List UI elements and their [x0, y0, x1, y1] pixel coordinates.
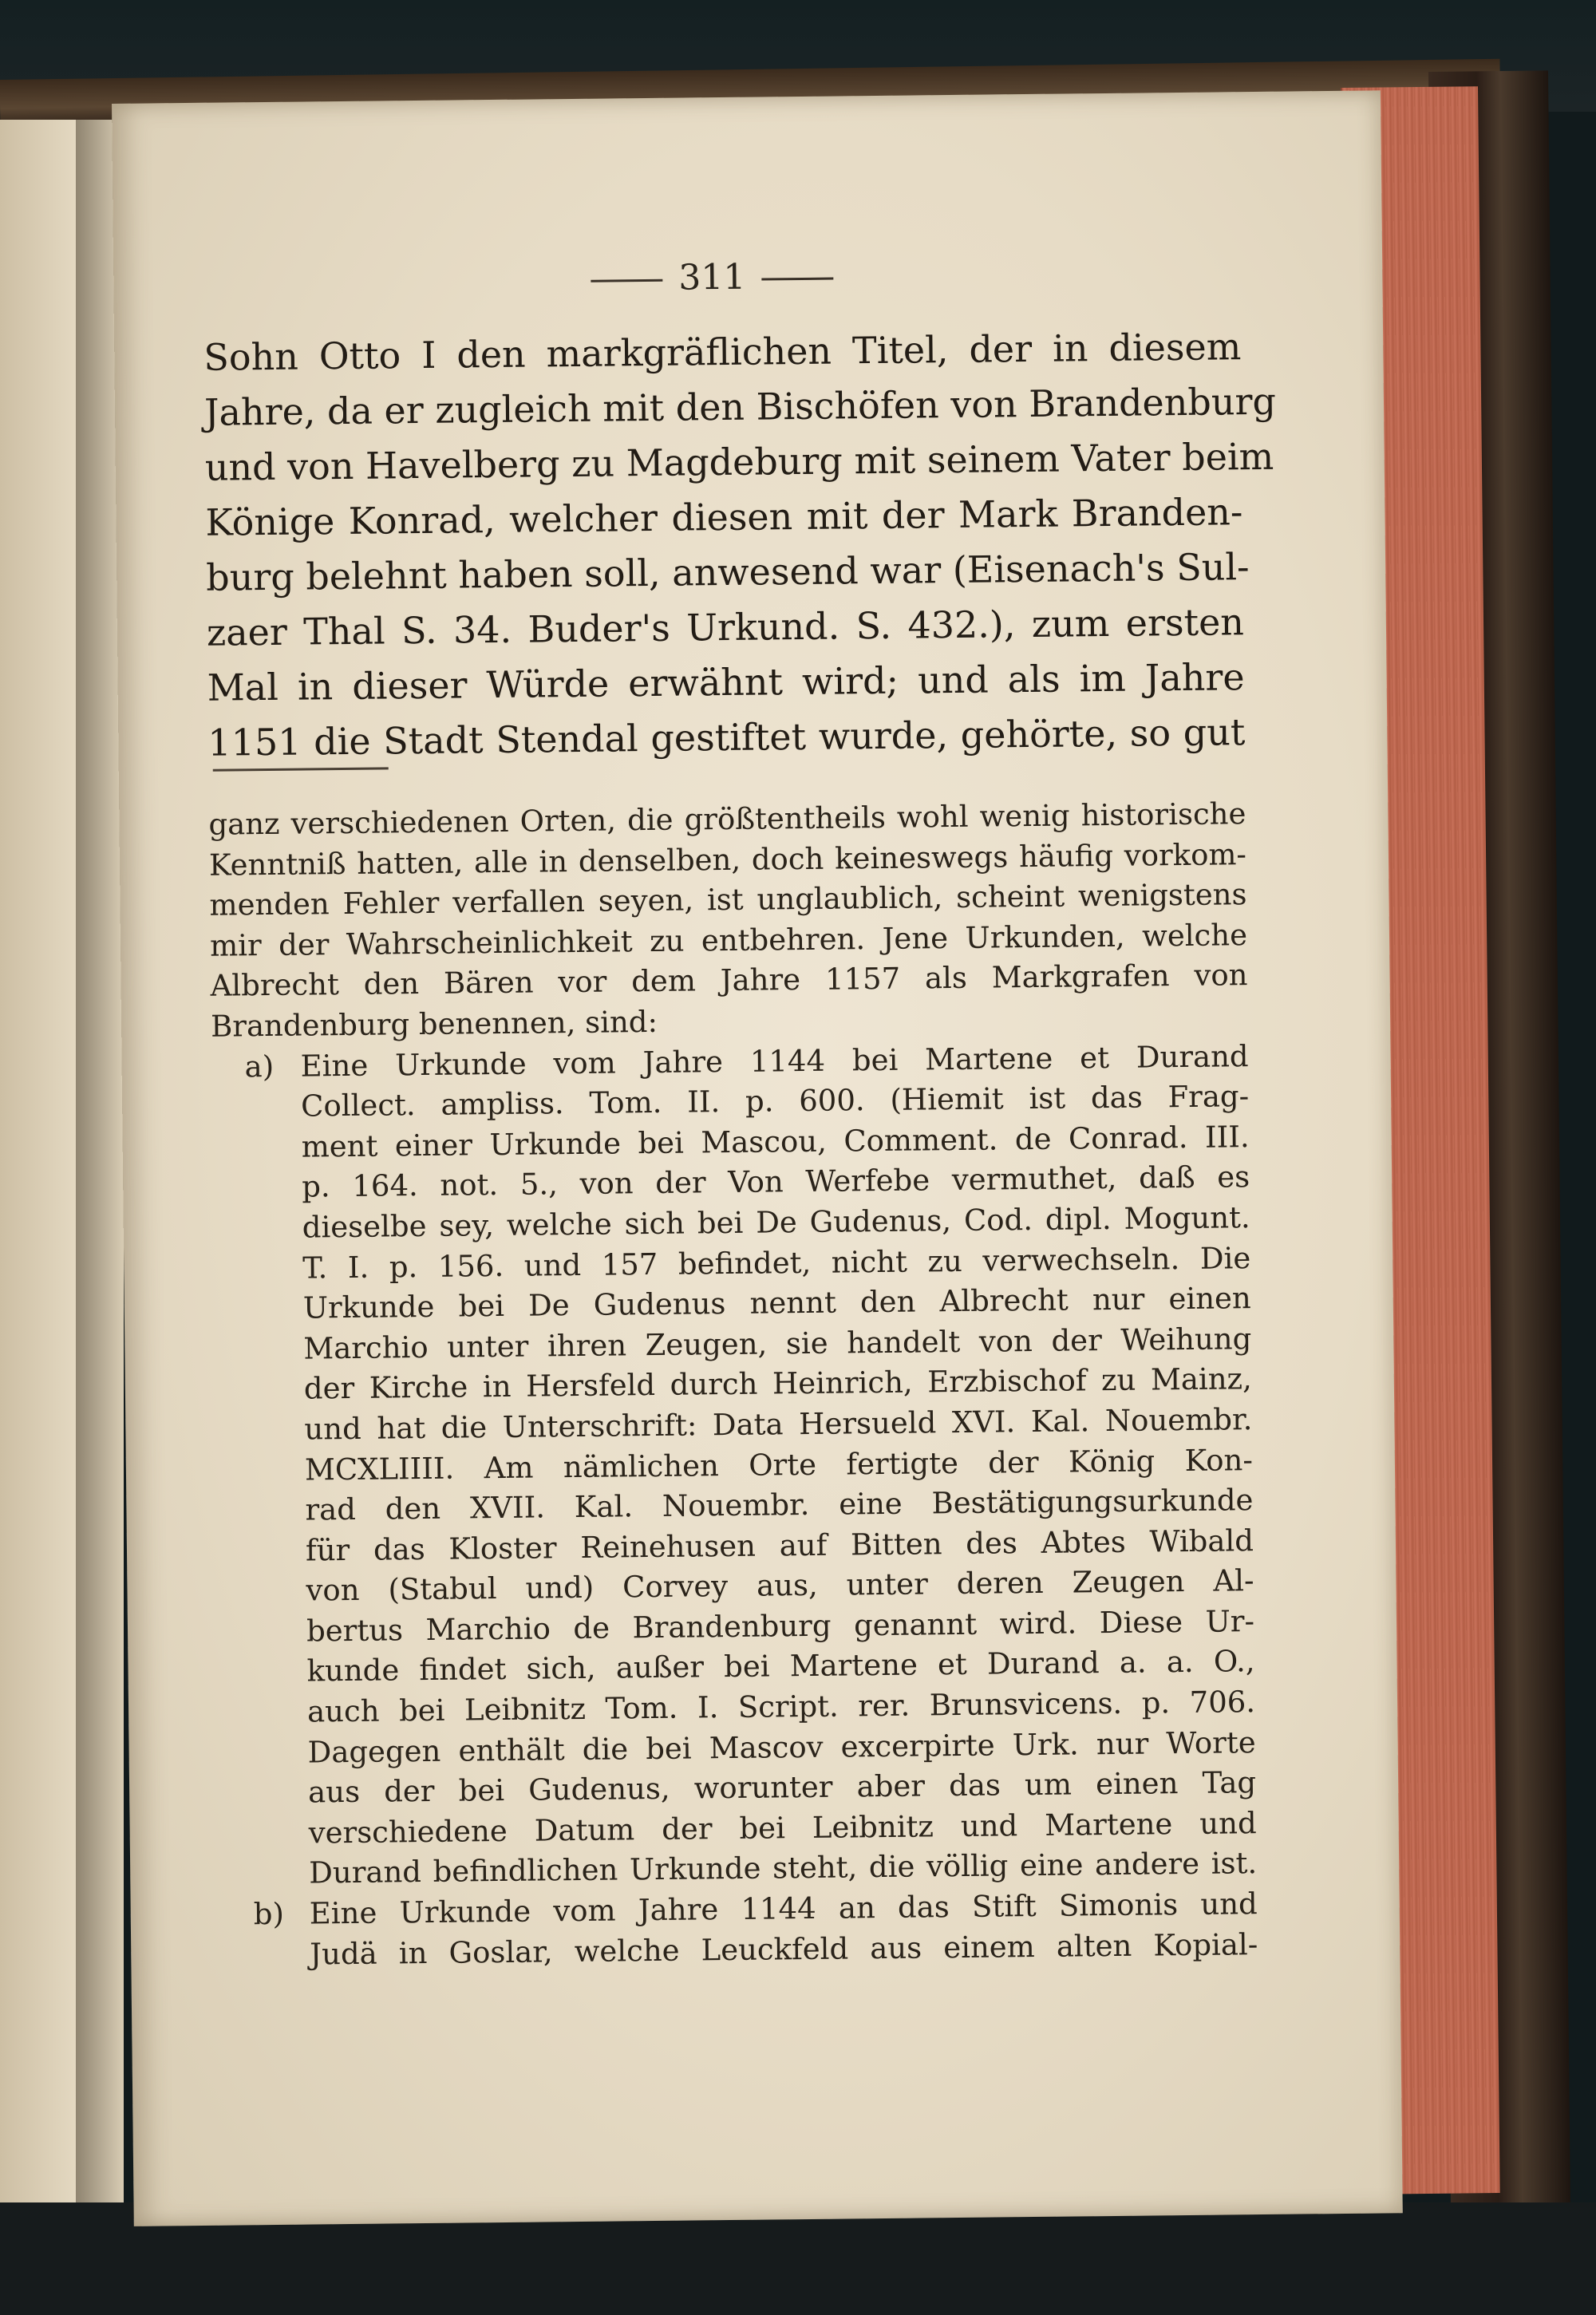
footnote-line: Albrecht den Bären vor dem Jahre 1157 als Markgrafen von: [210, 958, 1248, 1004]
footnote-item-a-line: auch bei Leibnitz Tom. I. Script. rer. Brunsvicens. p. 706.: [306, 1685, 1256, 1729]
footnote-item-a-line: Marchio unter ihren Zeugen, sie handelt von der Weihung: [303, 1321, 1252, 1366]
main-text-line: 1151 die Stadt Stendal gestiftet wurde, gehörte, so gut: [207, 710, 1246, 764]
footnote-line: Kenntniß hatten, alle in denselben, doch keineswegs häufig vorkom-: [208, 836, 1247, 883]
main-text-line: Sohn Otto I den markgräflichen Titel, der in diesem: [203, 325, 1242, 379]
footnote-item-a-line: verschiedene Datum der bei Leibnitz und Martene und: [308, 1805, 1257, 1851]
footnote-line: mir der Wahrscheinlichkeit zu entbehren. Jene Urkunden, welche: [209, 917, 1248, 963]
footnote-item-a-line: p. 164. not. 5., von der Von Werfebe vermuthet, daß es: [302, 1159, 1250, 1204]
footnote-item-a-line: kunde findet sich, außer bei Martene et Durand a. a. O.,: [306, 1644, 1255, 1689]
footnote-block: [208, 794, 1258, 1976]
header-dash-right: [761, 278, 833, 281]
footnote-item-b-label: b): [253, 1896, 285, 1932]
footnote-item-a-line: aus der bei Gudenus, worunter aber das um einen Tag: [307, 1765, 1257, 1810]
footnote-line: ganz verschiedenen Orten, die größtentheils wohl wenig historische: [208, 796, 1246, 842]
footnote-item-a-line: bertus Marchio de Brandenburg genannt wird. Diese Ur-: [306, 1603, 1255, 1649]
footnote-item-a-line: Durand befindlichen Urkunde steht, die völlig eine andere ist.: [309, 1846, 1258, 1890]
footnote-item-a-line: Urkunde bei De Gudenus nennt den Albrecht nur einen: [302, 1281, 1251, 1325]
main-text-line: burg belehnt haben soll, anwesend war (Eisenach's Sul-: [205, 545, 1250, 599]
footnote-item-b-line: Judä in Goslar, welche Leuckfeld aus einem alten Kopial-: [310, 1926, 1258, 1972]
footnote-item-a-line: Dagegen enthält die bei Mascov excerpirte Urk. nur Worte: [307, 1724, 1256, 1770]
page-header: [488, 255, 936, 307]
page-number: 311: [678, 256, 746, 298]
main-text-line: zaer Thal S. 34. Buder's Urkund. S. 432.), zum ersten: [206, 600, 1245, 654]
main-text-line: und von Havelberg zu Magdeburg mit seinem Vater beim: [204, 434, 1274, 489]
footnote-item-a-label: a): [244, 1049, 275, 1084]
footnote-item-a-line: dieselbe sey, welche sich bei De Gudenus, Cod. dipl. Mogunt.: [302, 1200, 1250, 1245]
main-text-line: Jahre, da er zugleich mit den Bischöfen von Brandenburg: [203, 379, 1277, 434]
footnote-item-a-line: Collect. ampliss. Tom. II. p. 600. (Hiemit ist das Frag-: [300, 1079, 1250, 1124]
book-page: [112, 90, 1403, 2226]
footnote-item-a-line: von (Stabul und) Corvey aus, unter deren Zeugen Al-: [306, 1563, 1254, 1608]
header-dash-left: [591, 279, 662, 282]
footnote-line: menden Fehler verfallen seyen, ist unglaublich, scheint wenigstens: [209, 877, 1247, 922]
main-text-line: Könige Konrad, welcher diesen mit der Mark Branden-: [205, 490, 1243, 544]
footnote-item-a-line: ment einer Urkunde bei Mascou, Comment. de Conrad. III.: [301, 1119, 1250, 1164]
footnote-item-a-line: Eine Urkunde vom Jahre 1144 bei Martene et Durand: [300, 1038, 1249, 1084]
footnote-item-a-line: der Kirche in Hersfeld durch Heinrich, Erzbischof zu Mainz,: [303, 1361, 1253, 1406]
footnote-item-a-line: rad den XVII. Kal. Nouembr. eine Bestätigungsurkunde: [305, 1483, 1254, 1527]
footnote-item-a-line: T. I. p. 156. und 157 befindet, nicht zu verwechseln. Die: [302, 1240, 1251, 1286]
footnote-line: Brandenburg benennen, sind:: [210, 1004, 658, 1044]
footnote-item-a-line: für das Kloster Reinehusen auf Bitten des Abtes Wibald: [305, 1523, 1254, 1568]
main-text-block: [203, 319, 1277, 771]
footnote-item-a-line: MCXLIIII. Am nämlichen Orte fertigte der König Kon-: [304, 1442, 1254, 1487]
footnote-item-a-line: und hat die Unterschrift: Data Hersueld XVI. Kal. Nouembr.: [304, 1402, 1253, 1447]
footnote-item-b-line: Eine Urkunde vom Jahre 1144 an das Stift Simonis und: [309, 1886, 1258, 1931]
main-text-line: Mal in dieser Würde erwähnt wird; und als im Jahre: [207, 655, 1245, 709]
